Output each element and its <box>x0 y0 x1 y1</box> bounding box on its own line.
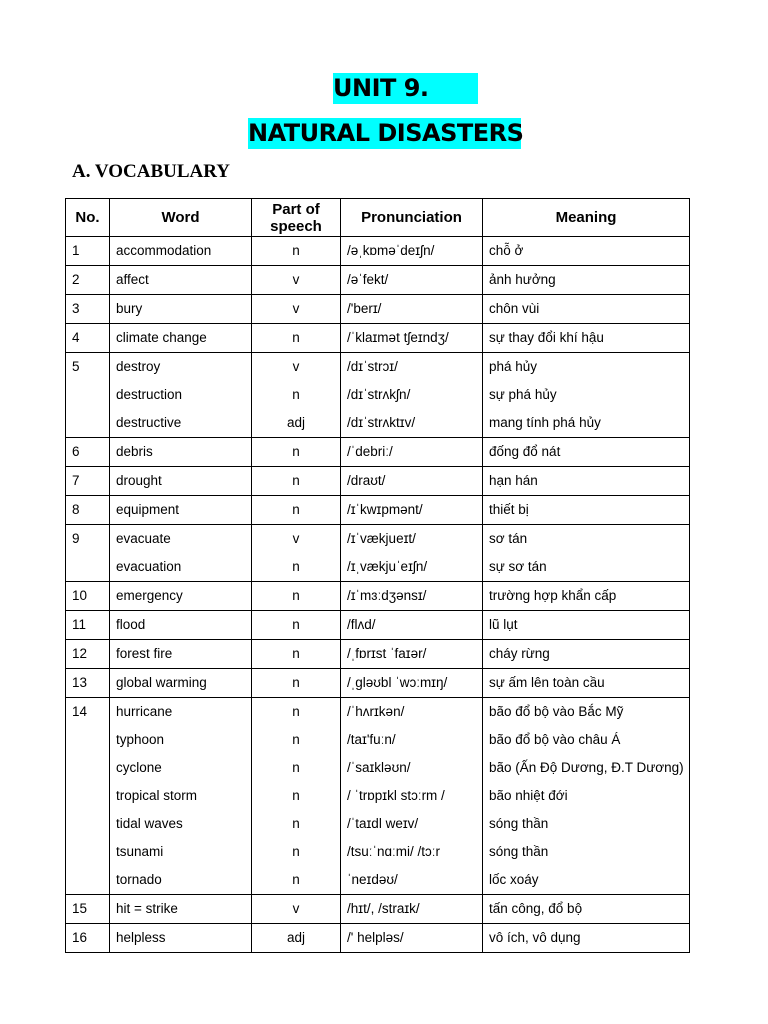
meaning-cell <box>483 611 690 640</box>
row-number <box>66 266 110 295</box>
word-cell <box>110 895 252 924</box>
word-text: destroy <box>116 359 161 374</box>
word-text: typhoon <box>116 732 165 747</box>
word-text: forest fire <box>116 646 173 661</box>
part-of-speech-cell <box>252 924 341 953</box>
table-row <box>66 895 690 924</box>
meaning-cell <box>483 266 690 295</box>
pronunciation-cell <box>341 266 483 295</box>
pronunciation-text: / ˈtrɒpɪkl stɔːrm / <box>347 788 445 803</box>
row-number <box>66 496 110 525</box>
row-number-text: 11 <box>72 617 87 632</box>
row-number <box>66 640 110 669</box>
part-of-speech-cell <box>252 353 341 438</box>
word-text: tornado <box>116 872 162 887</box>
pronunciation-cell <box>341 640 483 669</box>
word-text: cyclone <box>116 760 162 775</box>
pronunciation-text: /ˌɡləʊbl ˈwɔːmɪŋ/ <box>347 675 448 690</box>
part-of-speech-text: n <box>292 844 300 859</box>
part-of-speech-cell <box>252 295 341 324</box>
meaning-cell <box>483 924 690 953</box>
meaning-text: lốc xoáy <box>489 872 539 887</box>
pronunciation-cell <box>341 525 483 582</box>
row-number-text: 16 <box>72 930 88 945</box>
word-text: climate change <box>116 330 207 345</box>
pronunciation-text: /ɪˌvækjuˈeɪʃn/ <box>347 559 428 574</box>
part-of-speech-text: n <box>292 243 300 258</box>
word-text: tropical storm <box>116 788 198 803</box>
part-of-speech-text: adj <box>286 930 305 945</box>
word-text: flood <box>116 617 146 632</box>
pronunciation-cell <box>341 324 483 353</box>
row-number-text: 13 <box>72 675 88 690</box>
part-of-speech-text: n <box>292 444 300 459</box>
part-of-speech-text: n <box>292 588 300 603</box>
pronunciation-cell <box>341 438 483 467</box>
part-of-speech-cell <box>252 324 341 353</box>
meaning-cell <box>483 496 690 525</box>
meaning-text: bão (Ấn Độ Dương, Đ.T Dương) <box>489 760 684 775</box>
table-row <box>66 924 690 953</box>
pronunciation-cell <box>341 353 483 438</box>
row-number <box>66 698 110 895</box>
row-number <box>66 467 110 496</box>
meaning-text: đống đổ nát <box>489 444 561 459</box>
table-row <box>66 669 690 698</box>
word-text: hit = strike <box>116 901 178 916</box>
part-of-speech-cell <box>252 582 341 611</box>
meaning-text: sóng thần <box>489 844 549 859</box>
part-of-speech-text: adj <box>286 415 305 430</box>
part-of-speech-text: v <box>292 901 300 916</box>
table-row <box>66 438 690 467</box>
part-of-speech-text: n <box>292 502 300 517</box>
pronunciation-cell <box>341 895 483 924</box>
row-number <box>66 669 110 698</box>
meaning-cell <box>483 582 690 611</box>
table-header-row <box>66 199 690 237</box>
part-of-speech-cell <box>252 438 341 467</box>
pronunciation-text: /ɪˈmɜːdʒənsɪ/ <box>347 588 427 603</box>
meaning-text: mang tính phá hủy <box>489 415 601 430</box>
part-of-speech-text: n <box>292 559 300 574</box>
row-number <box>66 237 110 266</box>
part-of-speech-text: n <box>292 788 300 803</box>
word-cell <box>110 669 252 698</box>
row-number-text: 14 <box>72 704 88 719</box>
word-text: destruction <box>116 387 183 402</box>
part-of-speech-text: n <box>292 387 300 402</box>
word-cell <box>110 438 252 467</box>
part-of-speech-text: n <box>292 617 300 632</box>
pronunciation-cell <box>341 582 483 611</box>
row-number-text: 7 <box>72 473 80 488</box>
part-of-speech-cell <box>252 467 341 496</box>
pronunciation-text: /ˈdebriː/ <box>347 444 393 459</box>
part-of-speech-text: v <box>292 301 300 316</box>
pronunciation-text: /'berɪ/ <box>347 301 382 316</box>
table-row <box>66 640 690 669</box>
row-number-text: 12 <box>72 646 88 661</box>
pronunciation-text: /ɪˈkwɪpmənt/ <box>347 502 423 517</box>
pronunciation-text: /draʊt/ <box>347 473 386 488</box>
table-row <box>66 496 690 525</box>
pronunciation-cell <box>341 295 483 324</box>
meaning-text: chỗ ở <box>489 243 524 258</box>
meaning-cell <box>483 525 690 582</box>
unit-subtitle <box>248 118 524 149</box>
meaning-cell <box>483 895 690 924</box>
part-of-speech-text: n <box>292 473 300 488</box>
meaning-cell <box>483 698 690 895</box>
meaning-text: sự ấm lên toàn cầu <box>489 675 605 690</box>
word-text: evacuate <box>116 531 171 546</box>
header-part-of-speech: Part of speech <box>252 199 341 237</box>
table-row <box>66 295 690 324</box>
meaning-cell <box>483 237 690 266</box>
word-text: emergency <box>116 588 183 603</box>
unit-title <box>333 73 478 104</box>
word-cell <box>110 266 252 295</box>
meaning-text: vô ích, vô dụng <box>489 930 581 945</box>
row-number <box>66 438 110 467</box>
part-of-speech-text: v <box>292 359 300 374</box>
row-number <box>66 324 110 353</box>
row-number-text: 4 <box>72 330 80 345</box>
unit-subtitle-text: NATURAL DISASTERS <box>248 119 524 147</box>
row-number <box>66 525 110 582</box>
word-cell <box>110 698 252 895</box>
part-of-speech-cell <box>252 640 341 669</box>
part-of-speech-cell <box>252 669 341 698</box>
pronunciation-cell <box>341 698 483 895</box>
pronunciation-cell <box>341 496 483 525</box>
part-of-speech-text: v <box>292 531 300 546</box>
word-text: tsunami <box>116 844 164 859</box>
meaning-text: ảnh hưởng <box>489 272 556 287</box>
word-text: hurricane <box>116 704 173 719</box>
table-row <box>66 611 690 640</box>
header-no: No. <box>66 199 110 237</box>
meaning-text: hạn hán <box>489 473 538 488</box>
part-of-speech-cell <box>252 496 341 525</box>
word-text: global warming <box>116 675 207 690</box>
pronunciation-text: /ˈsaɪkləʊn/ <box>347 760 411 775</box>
vocabulary-table <box>65 198 690 953</box>
part-of-speech-cell <box>252 266 341 295</box>
pronunciation-text: /' helpləs/ <box>347 930 404 945</box>
table-row <box>66 266 690 295</box>
meaning-cell <box>483 353 690 438</box>
pronunciation-text: /ˈklaɪmət tʃeɪndʒ/ <box>347 330 449 345</box>
pronunciation-text: /hɪt/, /straɪk/ <box>347 901 420 916</box>
word-text: accommodation <box>116 243 212 258</box>
word-text: affect <box>116 272 149 287</box>
word-text: destructive <box>116 415 182 430</box>
meaning-text: bão đổ bộ vào Bắc Mỹ <box>489 704 624 719</box>
pronunciation-text: /flʌd/ <box>347 617 376 632</box>
meaning-cell <box>483 324 690 353</box>
row-number <box>66 582 110 611</box>
word-cell <box>110 295 252 324</box>
meaning-text: phá hủy <box>489 359 538 374</box>
meaning-text: bão nhiệt đới <box>489 788 568 803</box>
row-number-text: 10 <box>72 588 88 603</box>
row-number-text: 6 <box>72 444 80 459</box>
pronunciation-cell <box>341 924 483 953</box>
row-number-text: 15 <box>72 901 88 916</box>
table-row <box>66 353 690 438</box>
word-cell <box>110 582 252 611</box>
pronunciation-text: /ˈhʌrɪkən/ <box>347 704 405 719</box>
pronunciation-text: /dɪˈstrʌkʃn/ <box>347 387 411 402</box>
pronunciation-text: /əˈfekt/ <box>347 272 389 287</box>
row-number <box>66 895 110 924</box>
table-row <box>66 698 690 895</box>
pronunciation-cell <box>341 611 483 640</box>
table-row <box>66 582 690 611</box>
row-number-text: 3 <box>72 301 80 316</box>
part-of-speech-cell <box>252 611 341 640</box>
pronunciation-text: /ˈtaɪdl weɪv/ <box>347 816 419 831</box>
word-text: debris <box>116 444 153 459</box>
meaning-text: sóng thần <box>489 816 549 831</box>
meaning-cell <box>483 467 690 496</box>
word-cell <box>110 237 252 266</box>
meaning-text: cháy rừng <box>489 646 550 661</box>
meaning-text: sự thay đổi khí hậu <box>489 330 604 345</box>
pronunciation-cell <box>341 467 483 496</box>
part-of-speech-text: n <box>292 646 300 661</box>
pronunciation-text: /tsuːˈnɑːmi/ /tɔːr <box>347 844 441 859</box>
pronunciation-text: /dɪˈstrɔɪ/ <box>347 359 398 374</box>
meaning-cell <box>483 640 690 669</box>
part-of-speech-text: n <box>292 675 300 690</box>
part-of-speech-text: n <box>292 816 300 831</box>
word-text: evacuation <box>116 559 182 574</box>
part-of-speech-cell <box>252 895 341 924</box>
pronunciation-cell <box>341 669 483 698</box>
word-cell <box>110 924 252 953</box>
pronunciation-cell <box>341 237 483 266</box>
pronunciation-text: /ɪˈvækjueɪt/ <box>347 531 416 546</box>
part-of-speech-text: n <box>292 704 300 719</box>
meaning-text: bão đổ bộ vào châu Á <box>489 732 621 747</box>
header-pronunciation: Pronunciation <box>341 199 483 237</box>
part-of-speech-cell <box>252 698 341 895</box>
section-heading: A. VOCABULARY <box>72 161 231 182</box>
word-text: drought <box>116 473 162 488</box>
part-of-speech-text: v <box>292 272 300 287</box>
word-cell <box>110 467 252 496</box>
meaning-text: tấn công, đổ bộ <box>489 901 583 916</box>
header-word: Word <box>110 199 252 237</box>
word-cell <box>110 353 252 438</box>
word-text: bury <box>116 301 143 316</box>
word-text: helpless <box>116 930 166 945</box>
meaning-text: sự phá hủy <box>489 387 557 402</box>
meaning-cell <box>483 438 690 467</box>
table-body <box>66 237 690 953</box>
header-meaning: Meaning <box>483 199 690 237</box>
pronunciation-text: /əˌkɒməˈdeɪʃn/ <box>347 243 435 258</box>
row-number-text: 5 <box>72 359 80 374</box>
row-number-text: 8 <box>72 502 80 517</box>
pronunciation-text: /taɪ'fuːn/ <box>347 732 396 747</box>
row-number <box>66 924 110 953</box>
row-number-text: 9 <box>72 531 80 546</box>
meaning-text: thiết bị <box>489 502 529 517</box>
word-cell <box>110 324 252 353</box>
part-of-speech-cell <box>252 237 341 266</box>
row-number-text: 2 <box>72 272 80 287</box>
table-row <box>66 237 690 266</box>
row-number <box>66 295 110 324</box>
part-of-speech-text: n <box>292 872 300 887</box>
meaning-text: lũ lụt <box>489 617 518 632</box>
pronunciation-text: /ˌfɒrɪst ˈfaɪər/ <box>347 646 427 661</box>
table-row <box>66 525 690 582</box>
part-of-speech-cell <box>252 525 341 582</box>
word-text: equipment <box>116 502 180 517</box>
word-text: tidal waves <box>116 816 183 831</box>
meaning-text: sơ tán <box>489 531 528 546</box>
table-row <box>66 467 690 496</box>
word-cell <box>110 611 252 640</box>
row-number-text: 1 <box>72 243 80 258</box>
row-number <box>66 611 110 640</box>
word-cell <box>110 496 252 525</box>
row-number <box>66 353 110 438</box>
unit-title-text: UNIT 9. <box>333 74 429 102</box>
word-cell <box>110 525 252 582</box>
pronunciation-text: ˈneɪdəʊ/ <box>347 872 398 887</box>
meaning-cell <box>483 669 690 698</box>
table-row <box>66 324 690 353</box>
meaning-text: chôn vùi <box>489 301 540 316</box>
part-of-speech-text: n <box>292 732 300 747</box>
meaning-text: sự sơ tán <box>489 559 547 574</box>
word-cell <box>110 640 252 669</box>
meaning-cell <box>483 295 690 324</box>
part-of-speech-text: n <box>292 760 300 775</box>
part-of-speech-text: n <box>292 330 300 345</box>
pronunciation-text: /dɪˈstrʌktɪv/ <box>347 415 416 430</box>
meaning-text: trường hợp khẩn cấp <box>489 588 617 603</box>
